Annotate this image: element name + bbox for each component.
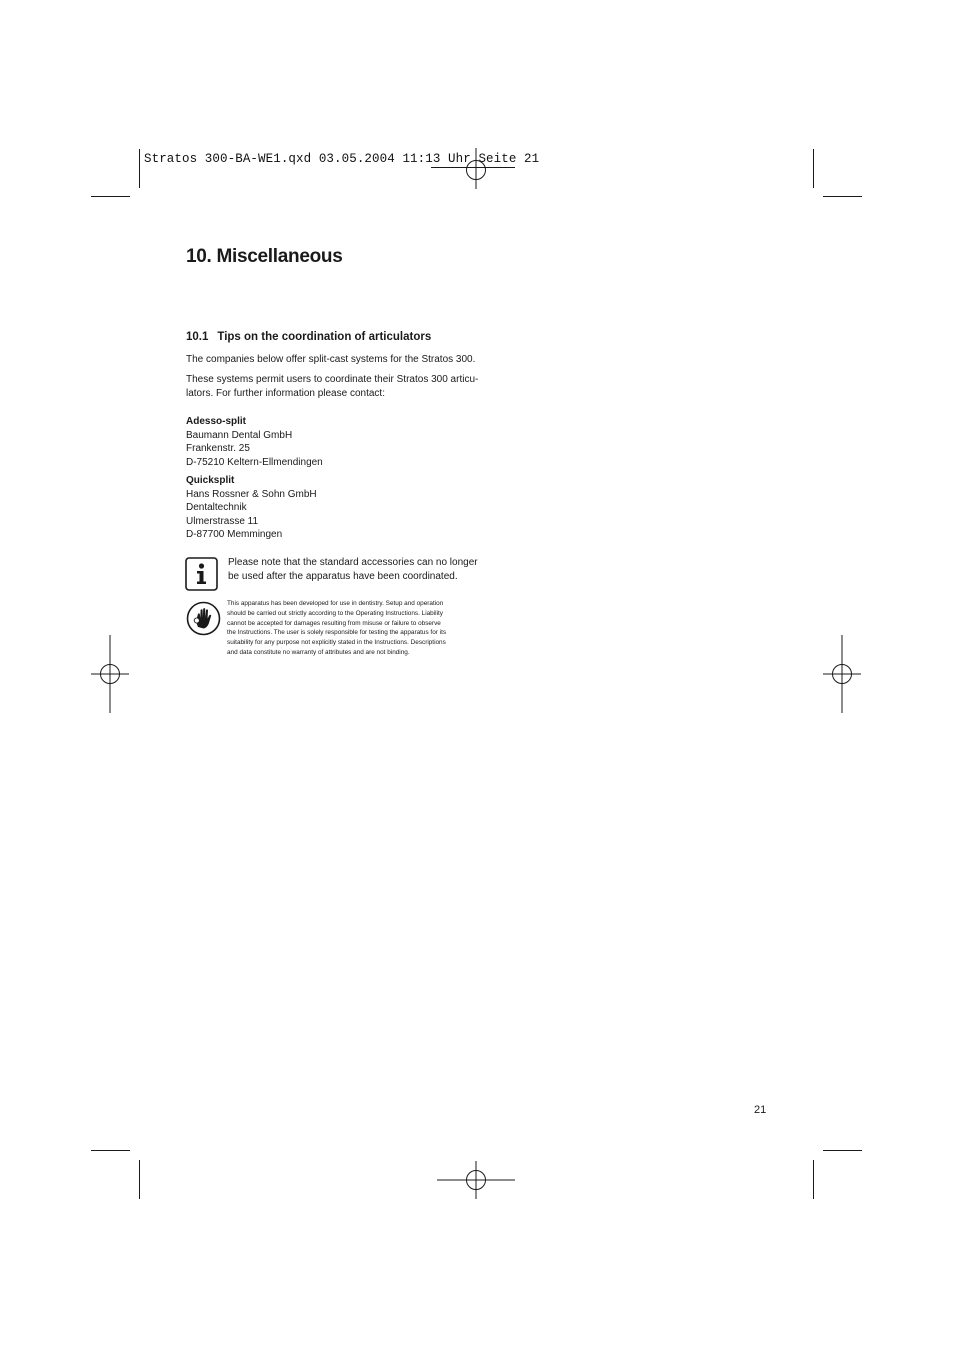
disclaimer-line: and data constitute no warranty of attributes and are not binding.	[227, 648, 410, 656]
crop-mark	[91, 196, 130, 197]
registration-mark-icon	[437, 1141, 515, 1219]
disclaimer-line: the Instructions. The user is solely responsible for testing the apparatus for its	[227, 629, 447, 637]
contact-line: Dentaltechnik	[186, 502, 247, 513]
disclaimer-line: cannot be accepted for damages resulting from misuse or failure to observe	[227, 619, 441, 627]
section-number: 10.1	[186, 331, 209, 343]
contact-line: Ulmerstrasse 11	[186, 515, 259, 527]
paragraph: The companies below offer split-cast systems for the Stratos 300.	[186, 354, 476, 365]
contact-name: Quicksplit	[186, 475, 235, 486]
crop-mark	[823, 196, 862, 197]
info-note-line: be used after the apparatus have been coordinated.	[228, 571, 458, 582]
crop-mark	[813, 1160, 814, 1199]
paragraph: lators. For further information please contact:	[186, 388, 385, 399]
registration-mark-icon	[803, 635, 881, 713]
disclaimer-text	[227, 599, 477, 658]
contact-line: D-75210 Keltern-Ellmendingen	[186, 456, 323, 468]
contact-line: Hans Rossner & Sohn GmbH	[186, 488, 317, 500]
section-title: Tips on the coordination of articulators	[217, 331, 432, 343]
info-note	[228, 556, 478, 584]
contact-name: Adesso-split	[186, 416, 247, 427]
info-note-line: Please note that the standard accessories can no longer	[228, 557, 478, 568]
contact-line: Frankenstr. 25	[186, 443, 250, 454]
section-heading	[186, 331, 431, 343]
hand-stop-icon	[186, 601, 221, 641]
contact-line: Baumann Dental GmbH	[186, 429, 293, 441]
crop-mark	[91, 1150, 130, 1151]
page-title: 10. Miscellaneous	[186, 246, 343, 267]
contact-line: D-87700 Memmingen	[186, 529, 283, 540]
disclaimer-line: This apparatus has been developed for use in dentistry. Setup and operation	[227, 600, 444, 607]
disclaimer-line: suitability for any purpose not explicitly stated in the Instructions. Descriptions	[227, 639, 446, 647]
crop-mark	[813, 149, 814, 188]
crop-mark	[139, 149, 140, 188]
contact-block	[186, 474, 317, 542]
page-number: 21	[754, 1104, 767, 1116]
slug-line: Stratos 300-BA-WE1.qxd 03.05.2004 11:13 Uhr Seite 21	[144, 152, 540, 166]
disclaimer-line: should be carried out strictly according to the Operating Instructions. Liability	[227, 609, 443, 617]
crop-mark	[823, 1150, 862, 1151]
contact-block	[186, 415, 323, 469]
registration-mark-icon	[437, 131, 515, 209]
crop-mark	[139, 1160, 140, 1199]
paragraph: These systems permit users to coordinate their Stratos 300 articu-	[186, 374, 479, 385]
info-icon	[185, 557, 218, 596]
registration-mark-icon	[71, 635, 149, 713]
